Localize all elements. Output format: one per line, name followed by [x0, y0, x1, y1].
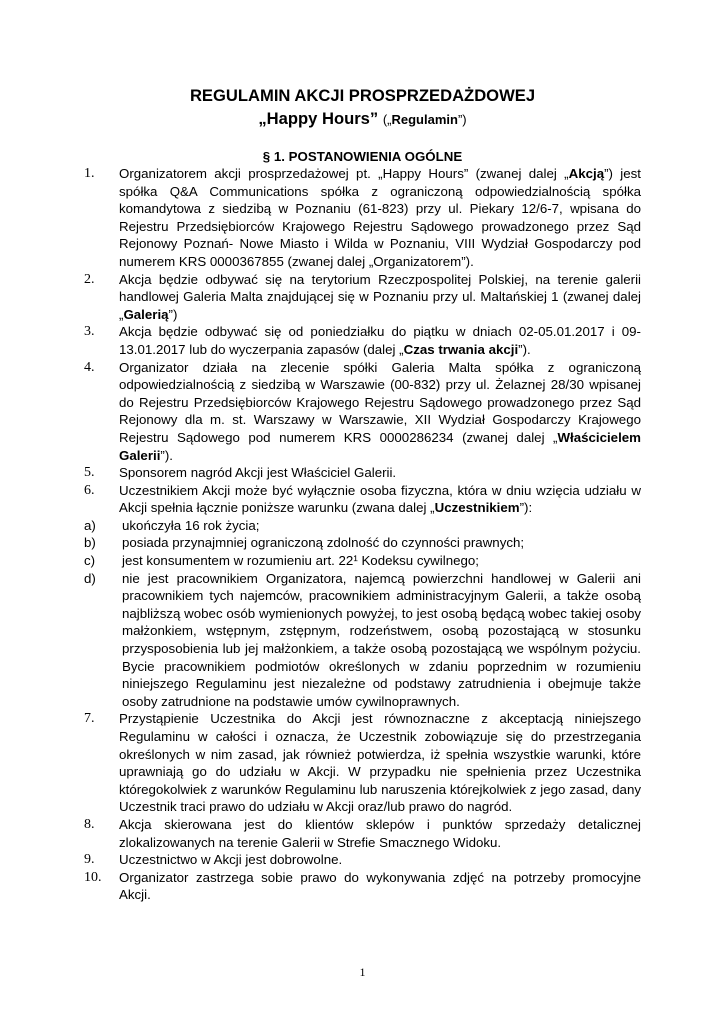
list-item [84, 851, 641, 869]
condition-letter: b) [84, 535, 96, 551]
condition-letter: d) [84, 570, 96, 586]
subtitle-short-open: („ [382, 112, 392, 127]
list-item-text: Uczestnikiem Akcji może być wyłącznie osoba fizyczna, która w dniu wzięcia udziału w Akcji spełnia łącznie poniższe warunku (zwana dalej „Uczestnikiem”): [119, 482, 641, 516]
list-item-text: Akcja skierowana jest do klientów sklepów i punktów sprzedaży detalicznej zlokalizowanych na terenie Galerii w Strefie Smacznego Widoku. [119, 816, 641, 850]
list-item-text: Akcja będzie odbywać się na terytorium Rzeczpospolitej Polskiej, na terenie galerii handlowej Galeria Malta znajdującej się w Poznaniu przy ul. Maltańskiej 1 (zwanej dalej „Galerią”) [119, 271, 641, 322]
subtitle-short-close: ”) [457, 112, 467, 127]
subtitle-short: Regulamin [391, 112, 458, 127]
list-item-number: 6. [84, 482, 95, 498]
list-item [84, 869, 641, 904]
list-item [84, 464, 641, 482]
list-item-number: 4. [84, 359, 95, 375]
list-item [84, 710, 641, 816]
page-number: 1 [359, 965, 366, 979]
list-item [84, 482, 641, 517]
condition-item [49, 552, 641, 570]
condition-text: posiada przynajmniej ograniczoną zdolność do czynności prawnych; [122, 535, 525, 551]
list-item-text: Akcja będzie odbywać się od poniedziałku do piątku w dniach 02-05.01.2017 i 09-13.01.2017 lub do wyczerpania zapasów (dalej „Czas trwania akcji”). [119, 324, 641, 357]
condition-text: nie jest pracownikiem Organizatora, najemcą powierzchni handlowej w Galerii ani pracownikiem tych najemców, pracownikiem administracyjnym Galerii, a także osobą najbliższą wobec osób wymienionych powyżej, to jest osobą będącą wobec takiej osoby małżonkiem, wstępnym, zstępnym, rodzeństwem, osobą pozostającą w stosunku przysposobienia lub jej małżonkiem, a także osobą pozostającą we wspólnym pożyciu. Bycie pracownikiem podmiotów określonych w zdaniu poprzednim w rozumieniu niniejszego Regulaminu jest niezależne od podstawy zatrudnienia i obejmuje także osoby zatrudnione na podstawie umów cywilnoprawnych. [122, 570, 641, 709]
list-item-number: 2. [84, 271, 95, 287]
condition-letter: c) [84, 553, 96, 569]
section-heading: § 1. POSTANOWIENIA OGÓLNE [262, 149, 463, 164]
list-item [84, 816, 641, 851]
list-item-number: 10. [84, 869, 102, 885]
condition-letter: a) [84, 517, 96, 533]
condition-item [49, 534, 641, 552]
list-item-number: 8. [84, 816, 95, 832]
list-item-text: Przystąpienie Uczestnika do Akcji jest równoznaczne z akceptacją niniejszego Regulaminu w całości i oznacza, że Uczestnik zobowiązuje się do przestrzegania określonych w nim zasad, jak również potwierdza, iż spełnia wszystkie warunki, które uprawniają go do udziału w Akcji. W przypadku nie spełnienia przez Uczestnika któregokolwiek z warunków Regulaminu lub naruszenia którejkolwiek z jego zasad, dany Uczestnik traci prawo do udziału w Akcji oraz/lub prawo do nagród. [119, 711, 641, 815]
list-item-number: 7. [84, 711, 95, 727]
document-subtitle [0, 108, 725, 131]
document-title: REGULAMIN AKCJI PROSPRZEDAŻDOWEJ [189, 86, 536, 105]
list-item [84, 271, 641, 324]
list-item-number: 9. [84, 852, 95, 868]
list-item [84, 359, 641, 465]
list-item [84, 165, 641, 271]
condition-text: jest konsumentem w rozumieniu art. 22¹ Kodeksu cywilnego; [122, 553, 479, 569]
list-item-number: 1. [84, 166, 95, 181]
condition-item [49, 570, 641, 711]
list-item-text: Uczestnictwo w Akcji jest dobrowolne. [119, 852, 343, 868]
provisions-list [84, 165, 641, 904]
list-item [84, 323, 641, 358]
list-item-text: Organizator działa na zlecenie spółki Galeria Malta spółka z ograniczoną odpowiedzialnością z siedzibą w Warszawie (00-832) przy ul. Żelaznej 28/30 wpisanej do Rejestru Przedsiębiorców Krajowego Rejestru Sądowego prowadzonego przez Sąd Rejonowy dla m. st. Warszawy w Warszawie, XII Wydział Gospodarczy Krajowego Rejestru Sądowego pod numerem KRS 0000286234 (zwanej dalej „Właścicielem Galerii”). [119, 359, 641, 463]
list-item-number: 3. [84, 324, 95, 340]
subtitle-name: „Happy Hours” [258, 109, 379, 128]
condition-text: ukończyła 16 rok życia; [122, 517, 260, 533]
list-item-text: Organizator zastrzega sobie prawo do wykonywania zdjęć na potrzeby promocyjne Akcji. [119, 869, 641, 903]
list-item-text: Sponsorem nagród Akcji jest Właściciel Galerii. [119, 465, 397, 481]
condition-item [49, 517, 641, 535]
list-item-number: 5. [84, 465, 95, 481]
list-item-text: Organizatorem akcji prosprzedażowej pt. „Happy Hours” (zwanej dalej „Akcją”) jest spółka Q&A Communications spółka z ograniczoną odpowiedzialnością spółka komandytowa z siedzibą w Poznaniu (61-823) przy ul. Piekary 12/6-7, wpisana do Rejestru Przedsiębiorców Krajowego Rejestru Sądowego prowadzonego przez Sąd Rejonowy Poznań- Nowe Miasto i Wilda w Poznaniu, VIII Wydział Gospodarczy pod numerem KRS 0000367855 (zwanej dalej „Organizatorem”). [119, 166, 641, 269]
